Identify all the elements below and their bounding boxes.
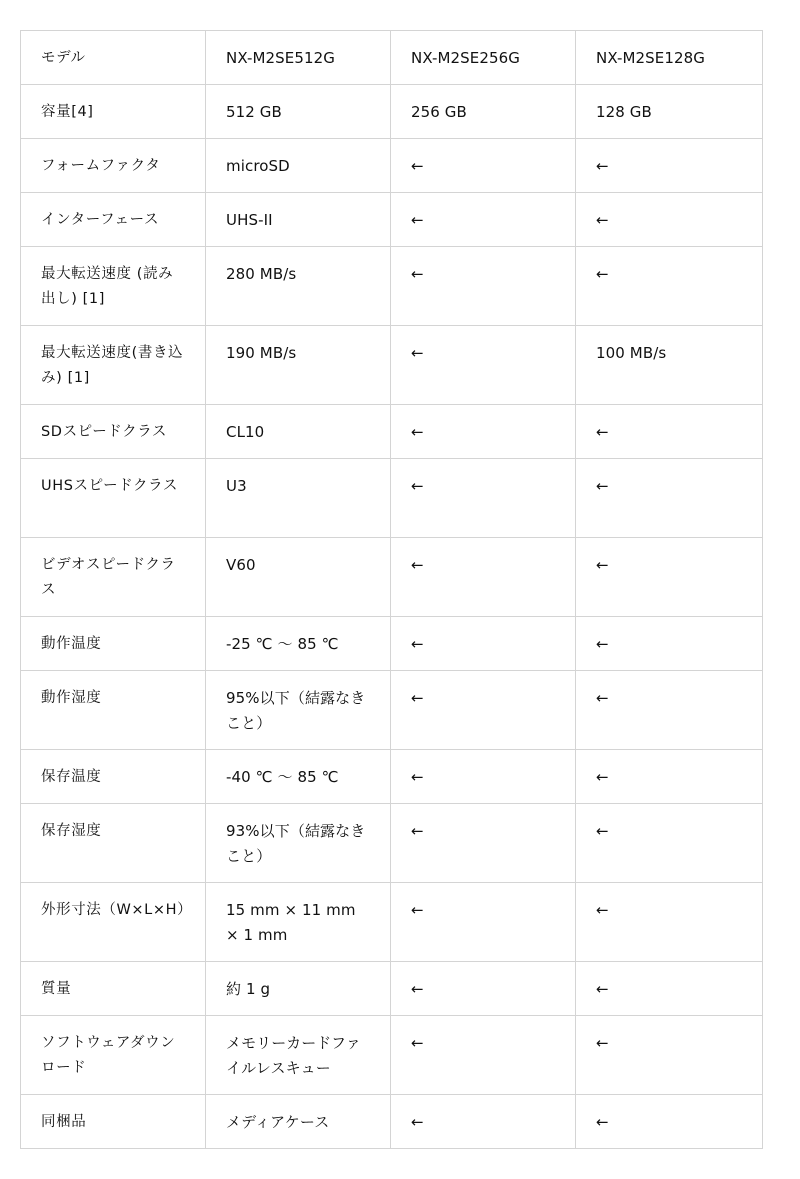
cell-512g: 190 MB/s	[206, 326, 391, 405]
cell-128g: ←	[576, 405, 763, 459]
cell-256g: ←	[391, 193, 576, 247]
cell-512g: 93%以下（結露なきこと）	[206, 804, 391, 883]
cell-128g: NX-M2SE128G	[576, 31, 763, 85]
cell-256g: ←	[391, 671, 576, 750]
cell-256g: ←	[391, 617, 576, 671]
cell-256g: 256 GB	[391, 85, 576, 139]
row-video-speed-class	[21, 538, 763, 617]
row-sd-speed-class	[21, 405, 763, 459]
cell-256g: ←	[391, 883, 576, 962]
cell-128g: ←	[576, 671, 763, 750]
row-operating-humidity	[21, 671, 763, 750]
cell-512g: microSD	[206, 139, 391, 193]
cell-128g: ←	[576, 538, 763, 617]
row-dimensions	[21, 883, 763, 962]
cell-512g: 512 GB	[206, 85, 391, 139]
cell-512g: -25 ℃ 〜 85 ℃	[206, 617, 391, 671]
row-label: 保存温度	[21, 750, 206, 804]
cell-256g: ←	[391, 459, 576, 538]
row-storage-humidity	[21, 804, 763, 883]
cell-512g: NX-M2SE512G	[206, 31, 391, 85]
cell-256g: ←	[391, 247, 576, 326]
cell-128g: ←	[576, 883, 763, 962]
cell-128g: ←	[576, 247, 763, 326]
row-label: 保存湿度	[21, 804, 206, 883]
row-label: 同梱品	[21, 1095, 206, 1149]
cell-512g: UHS-II	[206, 193, 391, 247]
cell-256g: ←	[391, 1016, 576, 1095]
row-label: ビデオスピードクラス	[21, 538, 206, 617]
cell-512g: 280 MB/s	[206, 247, 391, 326]
row-label: モデル	[21, 31, 206, 85]
row-model	[21, 31, 763, 85]
row-write-speed	[21, 326, 763, 405]
row-included-items	[21, 1095, 763, 1149]
row-label: 最大転送速度(書き込み) [1]	[21, 326, 206, 405]
spec-table	[20, 30, 763, 1149]
row-label: UHSスピードクラス	[21, 459, 206, 538]
cell-256g: ←	[391, 405, 576, 459]
cell-128g: ←	[576, 962, 763, 1016]
row-label: ソフトウェアダウンロード	[21, 1016, 206, 1095]
cell-512g: メディアケース	[206, 1095, 391, 1149]
cell-128g: ←	[576, 750, 763, 804]
row-label: 動作湿度	[21, 671, 206, 750]
cell-512g: 15 mm × 11 mm × 1 mm	[206, 883, 391, 962]
row-label: インターフェース	[21, 193, 206, 247]
row-label: 質量	[21, 962, 206, 1016]
cell-256g: ←	[391, 326, 576, 405]
row-label: 外形寸法（W×L×H）	[21, 883, 206, 962]
cell-512g: メモリーカードファイルレスキュー	[206, 1016, 391, 1095]
cell-128g: ←	[576, 1095, 763, 1149]
row-form-factor	[21, 139, 763, 193]
cell-256g: ←	[391, 750, 576, 804]
row-capacity	[21, 85, 763, 139]
cell-512g: 約 1 g	[206, 962, 391, 1016]
cell-128g: ←	[576, 804, 763, 883]
cell-512g: U3	[206, 459, 391, 538]
cell-512g: V60	[206, 538, 391, 617]
cell-256g: ←	[391, 962, 576, 1016]
row-label: 容量[4]	[21, 85, 206, 139]
cell-256g: ←	[391, 1095, 576, 1149]
row-label: フォームファクタ	[21, 139, 206, 193]
cell-512g: 95%以下（結露なきこと）	[206, 671, 391, 750]
row-weight	[21, 962, 763, 1016]
row-interface	[21, 193, 763, 247]
row-software-download	[21, 1016, 763, 1095]
cell-512g: -40 ℃ 〜 85 ℃	[206, 750, 391, 804]
cell-128g: ←	[576, 139, 763, 193]
cell-256g: ←	[391, 139, 576, 193]
row-uhs-speed-class	[21, 459, 763, 538]
row-label: SDスピードクラス	[21, 405, 206, 459]
cell-128g: 100 MB/s	[576, 326, 763, 405]
cell-256g: ←	[391, 538, 576, 617]
cell-512g: CL10	[206, 405, 391, 459]
cell-128g: 128 GB	[576, 85, 763, 139]
cell-256g: ←	[391, 804, 576, 883]
row-label: 動作温度	[21, 617, 206, 671]
cell-128g: ←	[576, 1016, 763, 1095]
row-read-speed	[21, 247, 763, 326]
cell-128g: ←	[576, 193, 763, 247]
cell-128g: ←	[576, 459, 763, 538]
cell-256g: NX-M2SE256G	[391, 31, 576, 85]
row-label: 最大転送速度 (読み出し) [1]	[21, 247, 206, 326]
cell-128g: ←	[576, 617, 763, 671]
row-storage-temp	[21, 750, 763, 804]
row-operating-temp	[21, 617, 763, 671]
